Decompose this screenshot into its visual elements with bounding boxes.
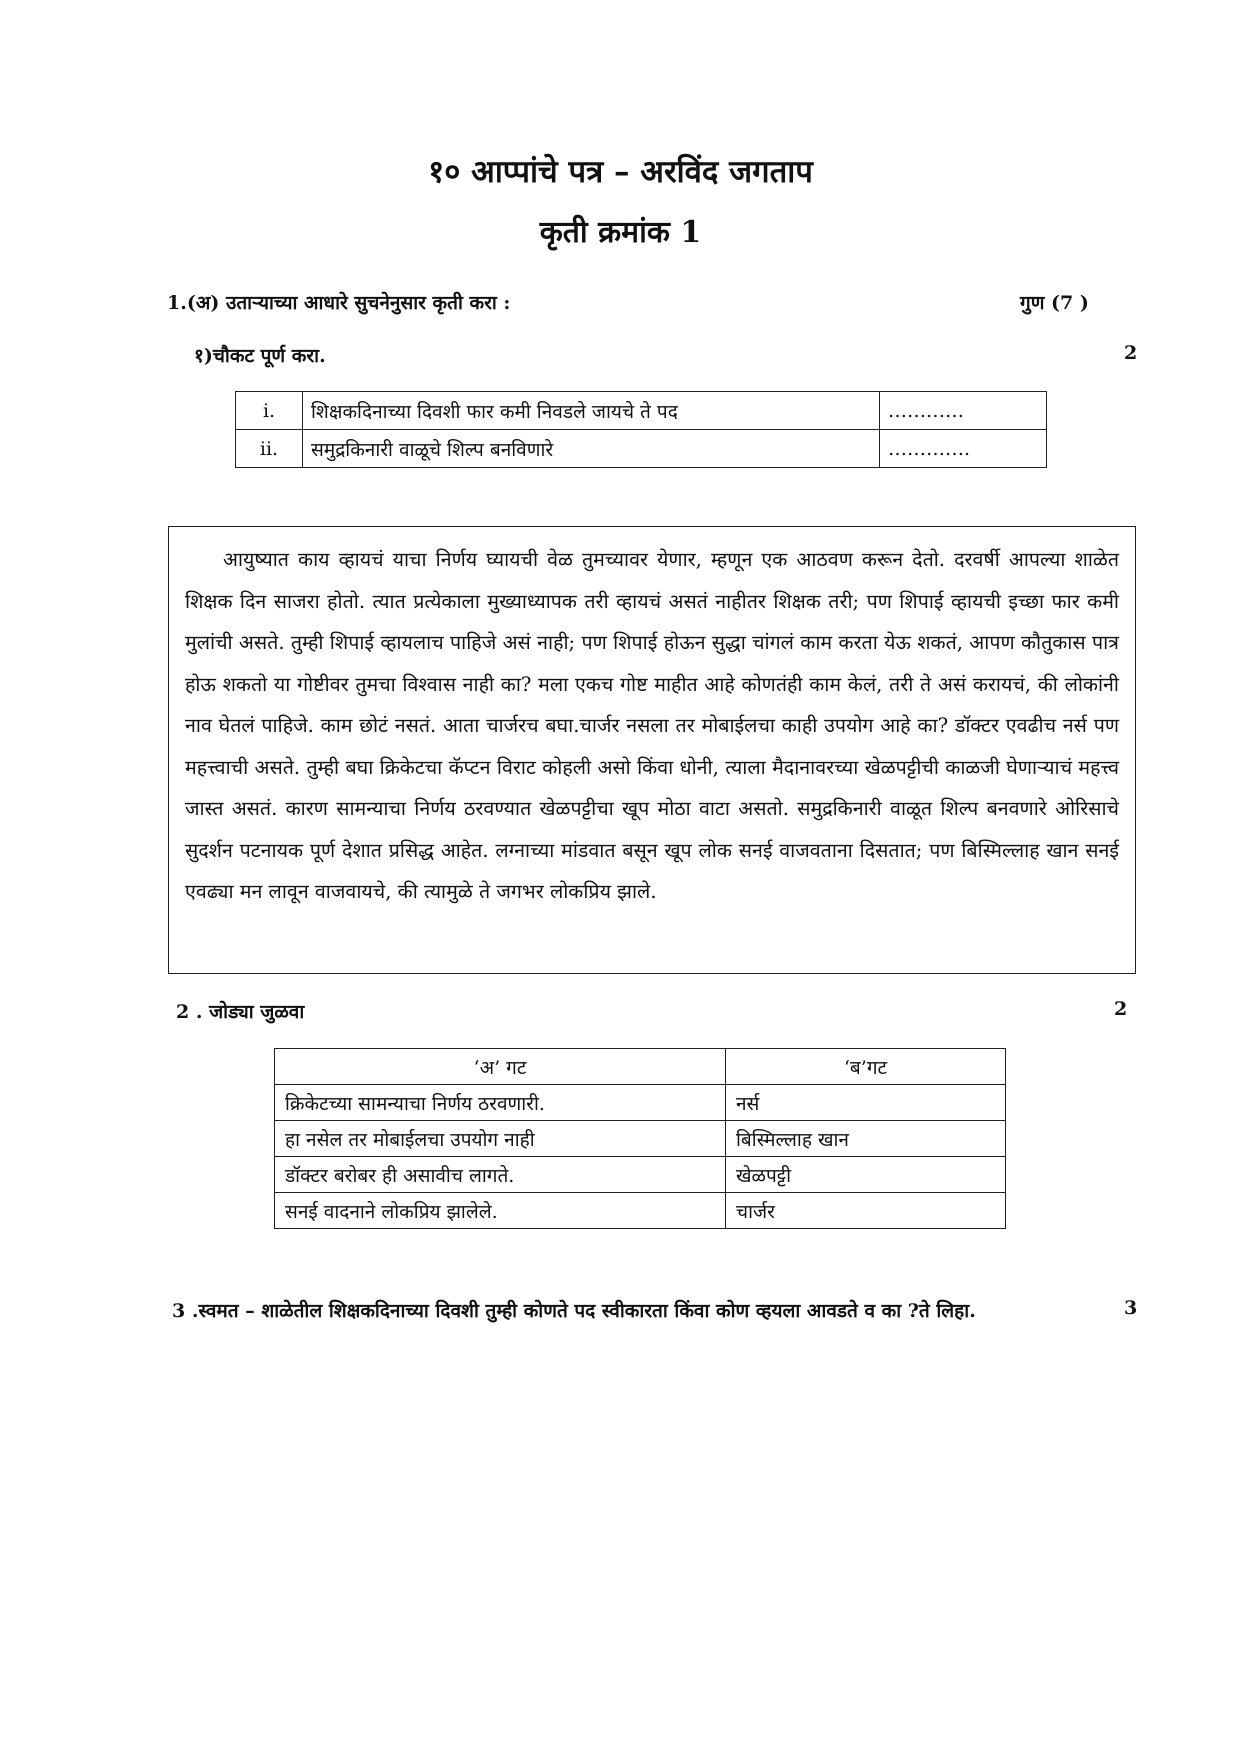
question-3-marks: 3 xyxy=(1124,1297,1138,1319)
question-1-sub1-label: १)चौकट पूर्ण करा. xyxy=(194,345,326,367)
table-row xyxy=(236,430,1047,468)
answer-blank[interactable]: ………… xyxy=(880,392,1047,430)
page-title: १० आप्पांचे पत्र – अरविंद जगताप xyxy=(428,154,813,190)
question-3-label: 3 .स्वमत – शाळेतील शिक्षकदिनाच्या दिवशी तुम्ही कोणते पद स्वीकारता किंवा कोण व्हयला आवडते व का ?ते लिहा. xyxy=(172,1300,976,1322)
answer-blank[interactable]: …………. xyxy=(880,430,1047,468)
column-a-cell: हा नसेल तर मोबाईलचा उपयोग नाही xyxy=(275,1121,726,1157)
row-text: समुद्रकिनारी वाळूचे शिल्प बनविणारे xyxy=(303,430,880,468)
column-b-cell: चार्जर xyxy=(726,1193,1006,1229)
question-1-label: 1.(अ) उताऱ्याच्या आधारे सुचनेनुसार कृती करा : xyxy=(167,292,511,314)
table-row xyxy=(275,1121,1006,1157)
row-text: शिक्षकदिनाच्या दिवशी फार कमी निवडले जायचे ते पद xyxy=(303,392,880,430)
question-1-sub1-marks: 2 xyxy=(1124,342,1138,364)
table-row xyxy=(275,1157,1006,1193)
question-2-label: 2 . जोड्या जुळवा xyxy=(176,1001,305,1023)
row-number: ii. xyxy=(236,430,303,468)
passage-box xyxy=(168,526,1136,974)
column-a-header: ‘अ’ गट xyxy=(275,1049,726,1085)
column-b-cell: खेळपट्टी xyxy=(726,1157,1006,1193)
match-pairs-table xyxy=(274,1048,1006,1229)
fill-box-table xyxy=(235,391,1047,468)
question-2-marks: 2 xyxy=(1114,998,1128,1020)
column-a-cell: क्रिकेटच्या सामन्याचा निर्णय ठरवणारी. xyxy=(275,1085,726,1121)
column-a-cell: सनई वादनाने लोकप्रिय झालेले. xyxy=(275,1193,726,1229)
table-row xyxy=(236,392,1047,430)
row-number: i. xyxy=(236,392,303,430)
column-b-cell: बिस्मिल्लाह खान xyxy=(726,1121,1006,1157)
column-b-cell: नर्स xyxy=(726,1085,1006,1121)
column-b-header: ‘ब’गट xyxy=(726,1049,1006,1085)
table-row xyxy=(275,1085,1006,1121)
page-subtitle: कृती क्रमांक 1 xyxy=(539,215,702,250)
column-a-cell: डॉक्टर बरोबर ही असावीच लागते. xyxy=(275,1157,726,1193)
passage-text: आयुष्यात काय व्हायचं याचा निर्णय घ्यायची वेळ तुमच्यावर येणार, म्हणून एक आठवण करून देतो. दरवर्षी आपल्या शाळेत शिक्षक दिन साजरा होतो. त्यात प्रत्येकाला मुख्याध्यापक तरी व्हायचं असतं नाहीतर शिक्षक तरी; पण शिपाई व्हायची इच्छा फार कमी मुलांची असते. तुम्ही शिपाई व्हायलाच पाहिजे असं नाही; पण शिपाई होऊन सुद्धा चांगलं काम करता येऊ शकतं, आपण कौतुकास पात्र होऊ शकतो या गोष्टीवर तुमचा विश्वास नाही का? मला एकच गोष्ट माहीत आहे कोणतंही काम केलं, तरी ते असं करायचं, की लोकांनी नाव घेतलं पाहिजे. काम छोटं नसतं. आता चार्जरच बघा.चार्जर नसला तर मोबाईलचा काही उपयोग आहे का? डॉक्टर एवढीच नर्स पण महत्त्वाची असते. तुम्ही बघा क्रिकेटचा कॅप्टन विराट कोहली असो किंवा धोनी, त्याला मैदानावरच्या खेळपट्टीची काळजी घेणाऱ्याचं महत्त्व जास्त असतं. कारण सामन्याचा निर्णय ठरवण्यात खेळपट्टीचा खूप मोठा वाटा असतो. समुद्रकिनारी वाळूत शिल्प बनवणारे ओरिसाचे सुदर्शन पटनायक पूर्ण देशात प्रसिद्ध आहेत. लग्नाच्या मांडवात बसून खूप लोक सनई वाजवताना दिसतात; पण बिस्मिल्लाह खान सनई एवढ्या मन लावून वाजवायचे, की त्यामुळे ते जगभर लोकप्रिय झाले. xyxy=(185,548,1119,903)
table-row xyxy=(275,1193,1006,1229)
table-header-row xyxy=(275,1049,1006,1085)
question-1-marks: गुण (7 ) xyxy=(1020,292,1089,314)
